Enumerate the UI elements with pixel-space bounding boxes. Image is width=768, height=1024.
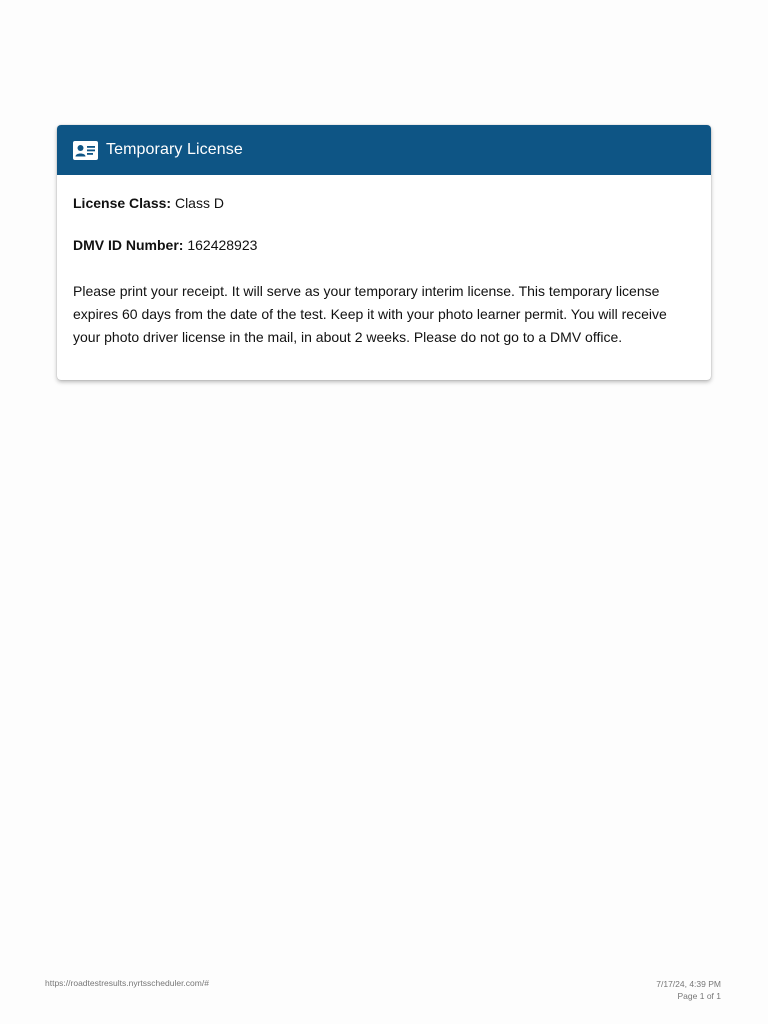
footer-url: https://roadtestresults.nyrtsscheduler.com/# [45, 978, 209, 988]
license-class-row [73, 193, 695, 213]
card-title: Temporary License [106, 141, 243, 158]
temporary-license-card [57, 125, 711, 380]
card-body [57, 175, 711, 349]
card-header [57, 125, 711, 175]
license-notice: Please print your receipt. It will serve as your temporary interim license. This temporary license expires 60 days from the date of the test. Keep it with your photo learner permit. You will receive your photo driver license in the mail, in about 2 weeks. Please do not go to a DMV office. [73, 283, 667, 345]
license-class-value: Class D [174, 195, 224, 211]
footer-meta [656, 978, 721, 1002]
footer-datetime: 7/17/24, 4:39 PM [656, 979, 721, 989]
id-card-icon [73, 141, 98, 160]
footer-page-number: Page 1 of 1 [677, 991, 721, 1001]
license-class-label: License Class: [73, 195, 172, 211]
dmv-id-row [73, 235, 695, 255]
dmv-id-value: 162428923 [187, 237, 258, 253]
dmv-id-label: DMV ID Number: [73, 237, 184, 253]
